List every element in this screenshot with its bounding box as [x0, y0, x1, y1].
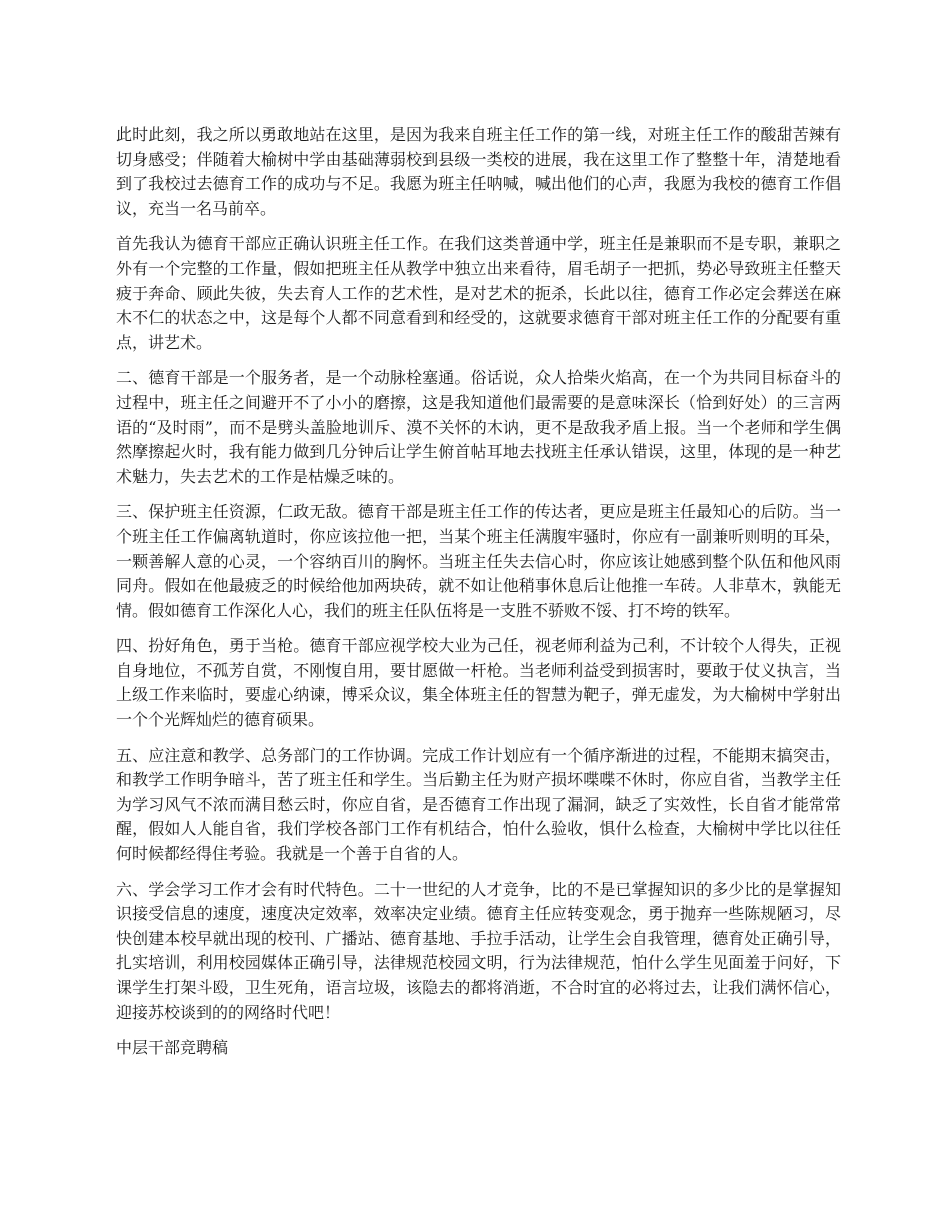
paragraph-point-1: 首先我认为德育干部应正确认识班主任工作。在我们这类普通中学，班主任是兼职而不是专职，兼职之外有一个完整的工作量，假如把班主任从教学中独立出来看待，眉毛胡子一把抓，势必导致班主任整天疲于奔命、顾此失彼，失去育人工作的艺术性，是对艺术的扼杀，长此以往，德育工作必定会葬送在麻木不仁的状态之中，这是每个人都不同意看到和经受的，这就要求德育干部对班主任工作的分配要有重点，讲艺术。 [116, 234, 841, 352]
paragraph-intro: 此时此刻，我之所以勇敢地站在这里，是因为我来自班主任工作的第一线，对班主任工作的酸甜苦辣有切身感受；伴随着大榆树中学由基础薄弱校到县级一类校的进展，我在这里工作了整整十年，清楚地看到了我校过去德育工作的成功与不足。我愿为班主任呐喊，喊出他们的心声，我愿为我校的德育工作倡议，充当一名马前卒。 [116, 125, 841, 218]
paragraph-point-3: 三、保护班主任资源，仁政无敌。德育干部是班主任工作的传达者，更应是班主任最知心的后防。当一个班主任工作偏离轨道时，你应该拉他一把，当某个班主任满腹牢骚时，你应有一副兼听则明的耳朵，一颗善解人意的心灵，一个容纳百川的胸怀。当班主任失去信心时，你应该让她感到整个队伍和他风雨同舟。假如在他最疲乏的时候给他加两块砖，就不如让他稍事休息后让他推一车砖。人非草木，孰能无情。假如德育工作深化人心，我们的班主任队伍将是一支胜不骄败不馁、打不垮的铁军。 [116, 502, 841, 620]
paragraph-point-6: 六、学会学习工作才会有时代特色。二十一世纪的人才竞争，比的不是已掌握知识的多少比的是掌握知识接受信息的速度，速度决定效率，效率决定业绩。德育主任应转变观念，勇于抛弃一些陈规陋习，尽快创建本校早就出现的校刊、广播站、德育基地、手拉手活动，让学生会自我管理，德育处正确引导，扎实培训，利用校园媒体正确引导，法律规范校园文明，行为法律规范，怕什么学生见面羞于问好，下课学生打架斗殴，卫生死角，语言垃圾，该隐去的都将消逝，不合时宜的必将过去，让我们满怀信心，迎接苏校谈到的的网络时代吧！ [116, 879, 841, 1022]
paragraph-point-4: 四、扮好角色，勇于当枪。德育干部应视学校大业为己任，视老师利益为己利，不计较个人得失，正视自身地位，不孤芳自赏，不刚愎自用，要甘愿做一杆枪。当老师利益受到损害时，要敢于仗义执言，当上级工作来临时，要虚心纳谏，博采众议，集全体班主任的智慧为靶子，弹无虚发，为大榆树中学射出一个个光辉灿烂的德育硕果。 [116, 636, 841, 730]
paragraph-point-2: 二、德育干部是一个服务者，是一个动脉栓塞通。俗话说，众人拾柴火焰高，在一个为共同目标奋斗的过程中，班主任之间避开不了小小的磨擦，这是我知道他们最需要的是意味深长（恰到好处）的三言两语的“及时雨”，而不是劈头盖脸地训斥、漠不关怀的木讷，更不是敌我矛盾上报。当一个老师和学生偶然摩擦起火时，我有能力做到几分钟后让学生俯首帖耳地去找班主任承认错误，这里，体现的是一种艺术魅力，失去艺术的工作是枯燥乏味的。 [116, 368, 841, 486]
document-footer-title: 中层干部竞聘稿 [116, 1038, 229, 1058]
document-body [116, 123, 841, 1061]
paragraph-point-5: 五、应注意和教学、总务部门的工作协调。完成工作计划应有一个循序渐进的过程，不能期末搞突击，和教学工作明争暗斗，苦了班主任和学生。当后勤主任为财产损坏喋喋不休时，你应自省，当教学主任为学习风气不浓而满目愁云时，你应自省，是否德育工作出现了漏洞，缺乏了实效性，长自省才能常常醒，假如人人能自省，我们学校各部门工作有机结合，怕什么验收，惧什么检查，大榆树中学比以往任何时候都经得住考验。我就是一个善于自省的人。 [116, 745, 841, 864]
